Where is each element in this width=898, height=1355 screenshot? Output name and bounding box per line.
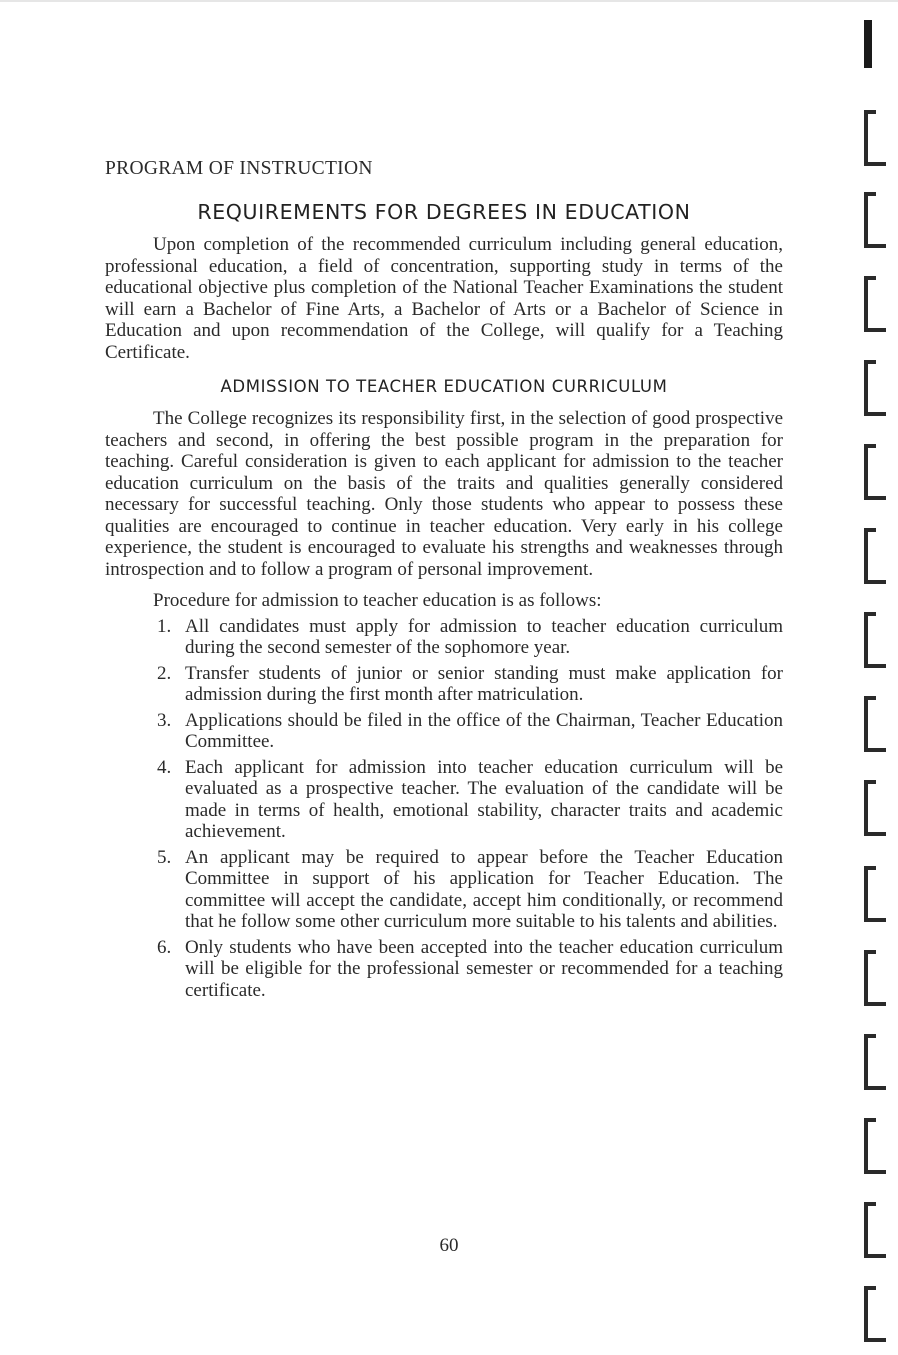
document-page	[105, 158, 783, 1005]
binding-bracket-icon	[862, 1286, 878, 1342]
binding-bracket-icon	[862, 866, 878, 922]
page-top-edge	[0, 0, 898, 2]
binding-bracket-icon	[862, 276, 878, 332]
procedure-step	[105, 663, 783, 706]
procedure-step	[105, 847, 783, 933]
binding-bracket-icon	[862, 612, 878, 668]
step-number: 1.	[157, 615, 172, 637]
spiral-binding	[858, 0, 898, 1355]
procedure-step	[105, 710, 783, 753]
binding-bracket-icon	[862, 950, 878, 1006]
binding-bracket-icon	[862, 360, 878, 416]
section-label: PROGRAM OF INSTRUCTION	[105, 158, 373, 179]
binding-bracket-icon	[862, 696, 878, 752]
step-text: Transfer students of junior or senior standing must make application for admission during the first month after matriculation.	[185, 662, 783, 705]
step-number: 6.	[157, 936, 172, 958]
page-heading: REQUIREMENTS FOR DEGREES IN EDUCATION	[197, 200, 691, 224]
binding-bracket-icon	[862, 780, 878, 836]
procedure-step	[105, 937, 783, 1002]
step-text: Only students who have been accepted into the teacher education curriculum will be eligible for the professional semester or recommended for a teaching certificate.	[185, 936, 783, 1001]
step-number: 3.	[157, 709, 172, 731]
binding-bracket-icon	[862, 1034, 878, 1090]
binding-bracket-icon	[862, 110, 878, 166]
binding-bracket-icon	[862, 528, 878, 584]
page-number: 60	[439, 1235, 459, 1256]
step-text: An applicant may be required to appear before the Teacher Education Committee in support of his application for Teacher Education. The committee will accept the candidate, accept him conditionally, or recommend that he follow some other curriculum more suitable to his talents and abilities.	[185, 846, 783, 932]
binding-bracket-icon	[862, 1118, 878, 1174]
admission-subheading: ADMISSION TO TEACHER EDUCATION CURRICULUM	[220, 377, 668, 396]
procedure-step	[105, 757, 783, 843]
procedure-intro: Procedure for admission to teacher education is as follows:	[153, 590, 602, 611]
binding-bracket-icon	[862, 444, 878, 500]
step-text: Each applicant for admission into teacher education curriculum will be evaluated as a prospective teacher. The evaluation of the candidate will be made in terms of health, emotional stability, character traits and academic achievement.	[185, 756, 783, 842]
procedure-step	[105, 616, 783, 659]
step-number: 4.	[157, 756, 172, 778]
procedure-list	[105, 616, 783, 1002]
binding-hole-icon	[862, 20, 878, 68]
step-text: Applications should be filed in the office of the Chairman, Teacher Education Committee.	[185, 709, 783, 752]
step-number: 5.	[157, 846, 172, 868]
binding-bracket-icon	[862, 1202, 878, 1258]
binding-bracket-icon	[862, 192, 878, 248]
intro-paragraph: Upon completion of the recommended curriculum including general education, professional education, a field of concentration, supporting study in terms of the educational objective plus completion of the National Teacher Examinations the student will earn a Bachelor of Fine Arts, a Bachelor of Arts or a Bachelor of Science in Education and upon recommendation of the College, will qualify for a Teaching Certificate.	[105, 234, 783, 363]
admission-paragraph: The College recognizes its responsibility first, in the selection of good prospective teachers and second, in offering the best possible program in the preparation for teaching. Careful consideration is given to each applicant for admission to the teacher education curriculum on the basis of the traits and qualities generally considered necessary for successful teaching. Only those students who appear to possess these qualities are encouraged to continue in teacher education. Very early in his college experience, the student is encouraged to evaluate his strengths and weaknesses through introspection and to follow a program of personal improvement.	[105, 408, 783, 580]
step-text: All candidates must apply for admission to teacher education curriculum during the second semester of the sophomore year.	[185, 615, 783, 658]
step-number: 2.	[157, 662, 172, 684]
